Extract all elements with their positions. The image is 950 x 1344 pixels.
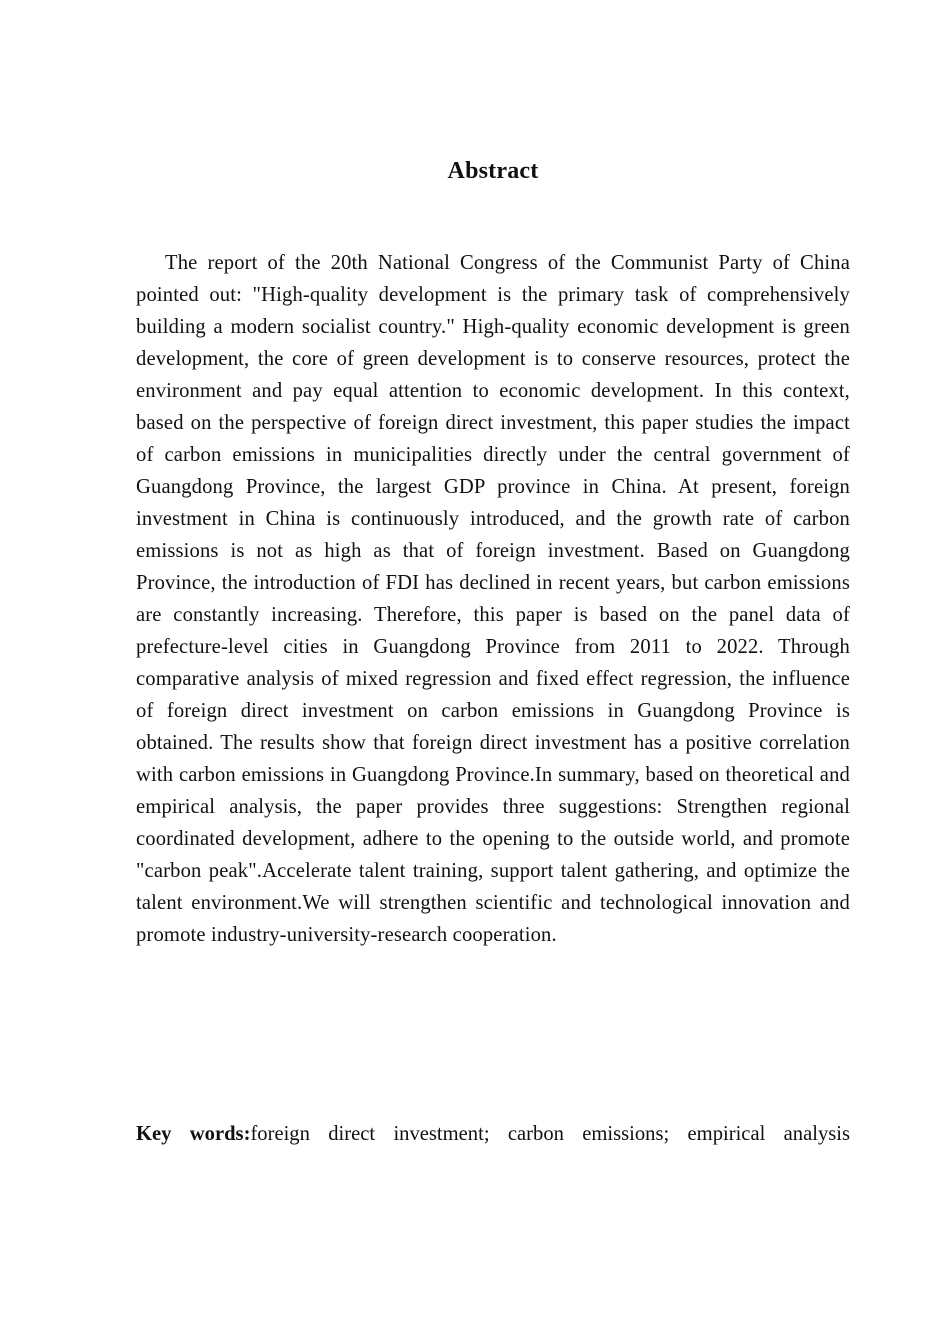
keywords-line [136,1118,850,1150]
keywords-label: Key words: [136,1123,251,1145]
keywords-text: foreign direct investment; carbon emissions; empirical analysis [250,1123,850,1145]
abstract-body: The report of the 20th National Congress of the Communist Party of China pointed out: "High-quality development is the primary task of comprehensively building a modern socialist country." High-quality economic development is green development, the core of green development is to conserve resources, protect the environment and pay equal attention to economic development. In this context, based on the perspective of foreign direct investment, this paper studies the impact of carbon emissions in municipalities directly under the central government of Guangdong Province, the largest GDP province in China. At present, foreign investment in China is continuously introduced, and the growth rate of carbon emissions is not as high as that of foreign investment. Based on Guangdong Province, the introduction of FDI has declined in recent years, but carbon emissions are constantly increasing. Therefore, this paper is based on the panel data of prefecture-level cities in Guangdong Province from 2011 to 2022. Through comparative analysis of mixed regression and fixed effect regression, the influence of foreign direct investment on carbon emissions in Guangdong Province is obtained. The results show that foreign direct investment has a positive correlation with carbon emissions in Guangdong Province.In summary, based on theoretical and empirical analysis, the paper provides three suggestions: Strengthen regional coordinated development, adhere to the opening to the outside world, and promote "carbon peak".Accelerate talent training, support talent gathering, and optimize the talent environment.We will strengthen scientific and technological innovation and promote industry-university-research cooperation. [136,252,850,946]
abstract-title: Abstract [447,158,539,184]
